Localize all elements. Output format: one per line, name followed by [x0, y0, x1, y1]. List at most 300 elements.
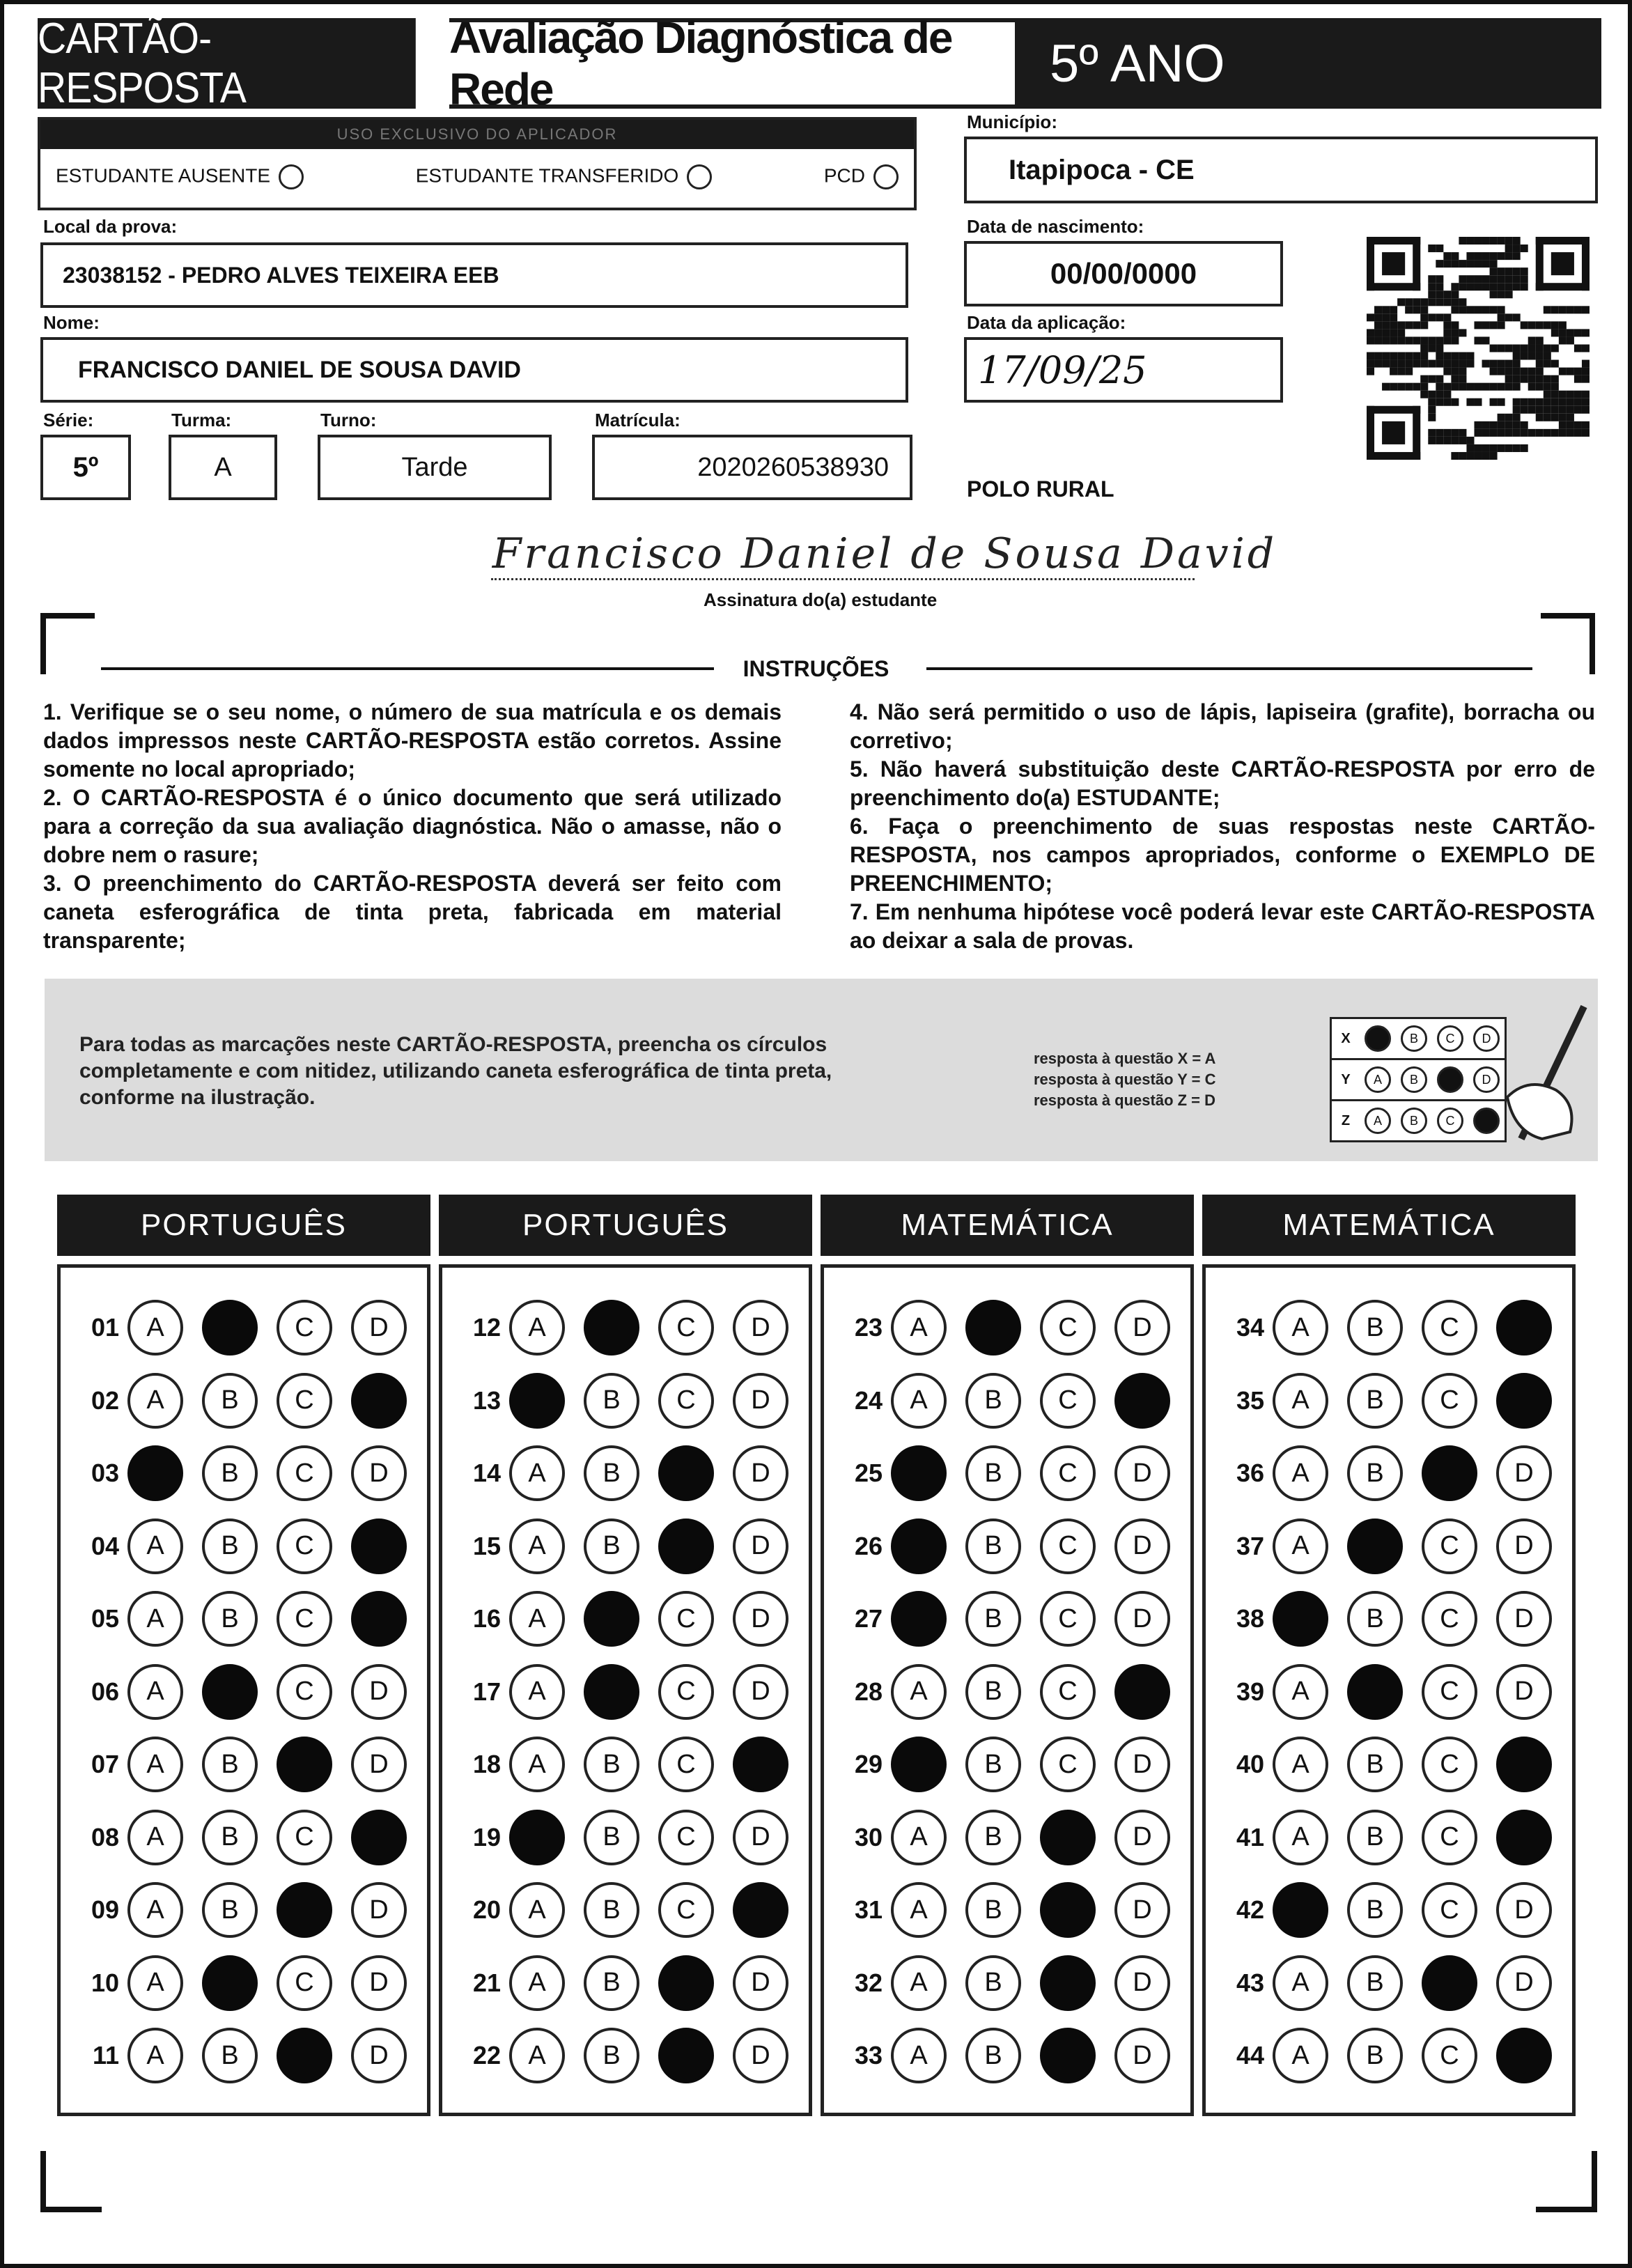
answer-bubble-a[interactable]: A — [891, 1300, 947, 1356]
municipio-label: Município: — [967, 111, 1057, 132]
answer-bubble-d[interactable] — [351, 1373, 407, 1429]
answer-bubble-b[interactable]: B — [1347, 2028, 1403, 2083]
answer-bubble-a[interactable]: A — [127, 1882, 183, 1938]
answer-bubble-a[interactable] — [891, 1519, 947, 1574]
question-row — [75, 1445, 426, 1501]
answer-bubble-b[interactable]: B — [1347, 1300, 1403, 1356]
signature-label: Assinatura do(a) estudante — [704, 589, 938, 610]
answer-bubble-a[interactable]: A — [127, 1373, 183, 1429]
answer-bubble-c[interactable] — [1040, 1810, 1096, 1865]
answer-bubble-b[interactable] — [584, 1300, 639, 1356]
answer-bubble-a[interactable]: A — [509, 1519, 565, 1574]
instruction-item: 3. O preenchimento do CARTÃO-RESPOSTA deverá ser feito com caneta esferográfica de tinta preta, fabricada em material transparente; — [43, 871, 782, 953]
answer-bubble-a[interactable] — [891, 1737, 947, 1792]
answer-bubble-b[interactable]: B — [965, 1882, 1021, 1938]
answer-bubble-d[interactable] — [1496, 2028, 1552, 2083]
answer-bubble-a[interactable]: A — [891, 1955, 947, 2011]
answer-bubble-b[interactable]: B — [1347, 1955, 1403, 2011]
example-row — [1332, 1101, 1505, 1140]
question-row — [838, 1955, 1189, 2011]
answer-bubble-a[interactable]: A — [891, 1664, 947, 1720]
qr-code — [1367, 237, 1590, 460]
answer-bubble-c[interactable]: C — [277, 1445, 332, 1501]
pcd-option[interactable] — [824, 164, 899, 189]
answer-bubble-d[interactable]: D — [1114, 2028, 1170, 2083]
example-bubble: B — [1401, 1066, 1427, 1093]
question-number: 11 — [92, 2041, 119, 2069]
answer-bubble-b[interactable]: B — [1347, 1591, 1403, 1647]
question-number: 33 — [854, 2041, 883, 2069]
example-keys — [1034, 1048, 1215, 1111]
question-number: 13 — [472, 1385, 501, 1415]
pcd-circle[interactable] — [873, 164, 899, 189]
answer-bubble-d[interactable]: D — [733, 1373, 788, 1429]
absent-option[interactable] — [56, 164, 304, 189]
answer-bubble-c[interactable]: C — [1422, 1737, 1477, 1792]
answer-bubble-b[interactable]: B — [584, 1519, 639, 1574]
question-row — [456, 1955, 807, 2011]
answer-bubble-d[interactable]: D — [1114, 1882, 1170, 1938]
question-number: 43 — [1236, 1968, 1264, 1997]
answer-bubble-b[interactable]: B — [1347, 1373, 1403, 1429]
answer-bubble-a[interactable]: A — [891, 1810, 947, 1865]
question-number: 21 — [472, 1968, 501, 1997]
answer-column — [1202, 1264, 1576, 2116]
question-row — [456, 1373, 807, 1429]
nascimento-label: Data de nascimento: — [967, 216, 1144, 237]
question-row — [1220, 1445, 1571, 1501]
answer-bubble-a[interactable]: A — [509, 1882, 565, 1938]
answer-bubble-d[interactable]: D — [1114, 1300, 1170, 1356]
answer-bubble-d[interactable] — [1114, 1664, 1170, 1720]
answer-bubble-a[interactable]: A — [1273, 1300, 1328, 1356]
answer-bubble-b[interactable] — [202, 1955, 258, 2011]
question-number: 15 — [472, 1531, 501, 1560]
answer-bubble-b[interactable]: B — [202, 1519, 258, 1574]
answer-bubble-b[interactable]: B — [965, 1519, 1021, 1574]
example-bubble: C — [1437, 1025, 1463, 1052]
corner-bottom-left — [40, 2151, 102, 2212]
evaluation-title: Avaliação Diagnóstica de Rede — [449, 18, 1015, 109]
answer-bubble-c[interactable]: C — [277, 1300, 332, 1356]
fill-example-banner — [45, 979, 1598, 1161]
answer-bubble-c[interactable]: C — [1422, 1810, 1477, 1865]
answer-bubble-b[interactable]: B — [584, 1737, 639, 1792]
answer-bubble-d[interactable]: D — [351, 1445, 407, 1501]
answer-bubble-a[interactable] — [891, 1445, 947, 1501]
question-row — [456, 2028, 807, 2083]
question-number: 09 — [91, 1895, 119, 1924]
answer-bubble-b[interactable] — [965, 1300, 1021, 1356]
question-row — [838, 1591, 1189, 1647]
answer-bubble-c[interactable]: C — [1422, 1300, 1477, 1356]
matricula-field: 2020260538930 — [592, 435, 912, 500]
question-row — [456, 1737, 807, 1792]
question-row — [1220, 1737, 1571, 1792]
answer-bubble-b[interactable]: B — [965, 1737, 1021, 1792]
answer-bubble-d[interactable] — [1496, 1300, 1552, 1356]
question-number: 29 — [854, 1750, 883, 1778]
answer-bubble-b[interactable]: B — [965, 1664, 1021, 1720]
answer-bubble-a[interactable]: A — [127, 1519, 183, 1574]
answer-bubble-c[interactable]: C — [1040, 1445, 1096, 1501]
example-text: Para todas as marcações neste CARTÃO-RESPOSTA, preencha os círculos completamente e com nitidez, utilizando caneta esferográfica de tinta preta, conforme na ilustração. — [79, 1033, 832, 1109]
turma-label: Turma: — [171, 410, 232, 430]
absent-circle[interactable] — [279, 164, 304, 189]
answer-bubble-a[interactable]: A — [891, 2028, 947, 2083]
answer-bubble-c[interactable]: C — [1040, 1300, 1096, 1356]
answer-bubble-a[interactable]: A — [1273, 1664, 1328, 1720]
answer-bubble-c[interactable]: C — [658, 1664, 714, 1720]
answer-bubble-b[interactable]: B — [584, 2028, 639, 2083]
example-bubble — [1437, 1066, 1463, 1093]
answer-bubble-d[interactable] — [351, 1810, 407, 1865]
transferred-circle[interactable] — [687, 164, 712, 189]
answer-bubble-d[interactable]: D — [1114, 1955, 1170, 2011]
answer-bubble-b[interactable] — [202, 1664, 258, 1720]
answer-bubble-a[interactable]: A — [891, 1373, 947, 1429]
grade-year: 5º ANO — [1015, 18, 1601, 109]
question-row — [1220, 1591, 1571, 1647]
answer-bubble-c[interactable] — [658, 2028, 714, 2083]
answer-bubble-a[interactable]: A — [1273, 2028, 1328, 2083]
answer-bubble-d[interactable]: D — [351, 1882, 407, 1938]
instruction-item: 6. Faça o preenchimento de suas respostas neste CARTÃO-RESPOSTA, nos campos apropriados, conforme o EXEMPLO DE PREENCHIMENTO; — [850, 814, 1595, 896]
answer-bubble-b[interactable] — [1347, 1664, 1403, 1720]
answer-bubble-c[interactable]: C — [1422, 1519, 1477, 1574]
answer-bubble-b[interactable]: B — [202, 1591, 258, 1647]
instructions-title: INSTRUÇÕES — [743, 656, 889, 681]
answer-bubble-b[interactable]: B — [584, 1955, 639, 2011]
question-number: 20 — [472, 1895, 501, 1924]
answer-bubble-d[interactable]: D — [351, 1300, 407, 1356]
answer-bubble-d[interactable]: D — [733, 1445, 788, 1501]
example-question-label: X — [1341, 1030, 1351, 1046]
answer-bubble-c[interactable]: C — [658, 1882, 714, 1938]
answer-bubble-d[interactable] — [1496, 1373, 1552, 1429]
turma-field: A — [169, 435, 277, 500]
applicator-box — [38, 117, 917, 210]
section-title: PORTUGUÊS — [439, 1195, 812, 1256]
question-row — [1220, 1810, 1571, 1865]
question-row — [75, 1300, 426, 1356]
example-bubble — [1365, 1025, 1391, 1052]
answer-bubble-b[interactable]: B — [1347, 1882, 1403, 1938]
answer-bubble-d[interactable]: D — [1114, 1519, 1170, 1574]
answer-bubble-c[interactable] — [658, 1445, 714, 1501]
answer-bubble-a[interactable]: A — [127, 1810, 183, 1865]
answer-bubble-b[interactable]: B — [202, 1373, 258, 1429]
answer-bubble-d[interactable]: D — [1114, 1810, 1170, 1865]
answer-bubble-a[interactable]: A — [509, 1955, 565, 2011]
answer-bubble-d[interactable]: D — [1496, 1955, 1552, 2011]
answer-bubble-b[interactable]: B — [965, 1810, 1021, 1865]
answer-bubble-a[interactable]: A — [509, 1445, 565, 1501]
example-bubble: A — [1365, 1066, 1391, 1093]
answer-bubble-b[interactable]: B — [202, 1882, 258, 1938]
answer-bubble-b[interactable] — [584, 1664, 639, 1720]
answer-bubble-c[interactable] — [277, 1882, 332, 1938]
answer-bubble-b[interactable]: B — [584, 1882, 639, 1938]
answer-bubble-c[interactable]: C — [1422, 1882, 1477, 1938]
answer-bubble-b[interactable]: B — [965, 1955, 1021, 2011]
answer-bubble-c[interactable]: C — [277, 1519, 332, 1574]
answer-bubble-c[interactable]: C — [1422, 2028, 1477, 2083]
answer-bubble-a[interactable]: A — [509, 1591, 565, 1647]
answer-bubble-d[interactable]: D — [1496, 1519, 1552, 1574]
answer-bubble-a[interactable] — [509, 1810, 565, 1865]
pen-hand-icon — [1500, 1000, 1598, 1146]
answer-bubble-d[interactable] — [351, 1519, 407, 1574]
answer-bubble-b[interactable]: B — [1347, 1445, 1403, 1501]
answer-bubble-b[interactable]: B — [584, 1810, 639, 1865]
question-row — [1220, 1955, 1571, 2011]
answer-bubble-c[interactable] — [1040, 1882, 1096, 1938]
answer-bubble-a[interactable]: A — [1273, 1810, 1328, 1865]
question-row — [838, 1882, 1189, 1938]
answer-bubble-a[interactable] — [891, 1591, 947, 1647]
answer-bubble-a[interactable]: A — [127, 2028, 183, 2083]
question-row — [75, 1882, 426, 1938]
answer-bubble-b[interactable] — [202, 1300, 258, 1356]
answer-bubble-d[interactable]: D — [1114, 1737, 1170, 1792]
instruction-item: 1. Verifique se o seu nome, o número de sua matrícula e os demais dados impressos neste CARTÃO-RESPOSTA estão corretos. Assine somente no local apropriado; — [43, 699, 782, 782]
example-question-label: Y — [1341, 1071, 1351, 1087]
answer-bubble-c[interactable]: C — [658, 1737, 714, 1792]
transferred-label: ESTUDANTE TRANSFERIDO — [415, 164, 679, 187]
answer-bubble-b[interactable]: B — [965, 1591, 1021, 1647]
question-number: 31 — [854, 1895, 883, 1924]
answer-bubble-d[interactable]: D — [351, 2028, 407, 2083]
answer-bubble-d[interactable] — [733, 1737, 788, 1792]
question-number: 10 — [91, 1968, 119, 1997]
instruction-item: 5. Não haverá substituição deste CARTÃO-RESPOSTA por erro de preenchimento do(a) ESTUDANTE; — [850, 756, 1595, 810]
answer-bubble-c[interactable] — [1040, 1955, 1096, 2011]
answer-bubble-b[interactable]: B — [202, 1810, 258, 1865]
answer-bubble-c[interactable]: C — [277, 1373, 332, 1429]
answer-bubble-c[interactable]: C — [1040, 1519, 1096, 1574]
answer-bubble-d[interactable]: D — [351, 1664, 407, 1720]
question-row — [75, 1664, 426, 1720]
question-number: 19 — [472, 1822, 501, 1851]
question-number: 08 — [91, 1822, 119, 1851]
answer-bubble-c[interactable]: C — [658, 1810, 714, 1865]
answer-bubble-d[interactable]: D — [733, 1810, 788, 1865]
answer-bubble-c[interactable] — [1422, 1445, 1477, 1501]
answer-bubble-b[interactable]: B — [202, 1445, 258, 1501]
answer-bubble-d[interactable]: D — [1496, 1664, 1552, 1720]
example-key: resposta à questão Z = D — [1034, 1092, 1216, 1109]
answer-bubble-b[interactable]: B — [584, 1373, 639, 1429]
transferred-option[interactable] — [416, 164, 713, 189]
question-row — [456, 1882, 807, 1938]
answer-bubble-a[interactable]: A — [509, 2028, 565, 2083]
answer-column — [821, 1264, 1194, 2116]
question-number: 22 — [472, 2041, 501, 2069]
answer-bubble-c[interactable]: C — [277, 1955, 332, 2011]
question-row — [75, 1519, 426, 1574]
answer-bubble-c[interactable]: C — [658, 1373, 714, 1429]
section-title: MATEMÁTICA — [821, 1195, 1194, 1256]
example-key: resposta à questão X = A — [1034, 1050, 1216, 1067]
answer-bubble-b[interactable]: B — [965, 1445, 1021, 1501]
instructions-rule-right — [926, 667, 1532, 670]
answer-bubble-b[interactable]: B — [202, 1737, 258, 1792]
question-row — [456, 1300, 807, 1356]
answer-bubble-a[interactable]: A — [1273, 1373, 1328, 1429]
answer-bubble-d[interactable]: D — [351, 1737, 407, 1792]
answer-bubble-d[interactable]: D — [733, 1664, 788, 1720]
question-row — [75, 2028, 426, 2083]
question-row — [75, 1591, 426, 1647]
local-label: Local da prova: — [43, 216, 178, 237]
section-title: PORTUGUÊS — [57, 1195, 430, 1256]
answer-bubble-d[interactable]: D — [733, 1955, 788, 2011]
serie-field: 5º — [40, 435, 131, 500]
question-row — [838, 1810, 1189, 1865]
answer-bubble-d[interactable]: D — [351, 1955, 407, 2011]
answer-bubble-a[interactable]: A — [509, 1737, 565, 1792]
answer-bubble-d[interactable]: D — [1114, 1591, 1170, 1647]
answer-bubble-a[interactable] — [1273, 1591, 1328, 1647]
answer-column — [57, 1264, 430, 2116]
answer-bubble-a[interactable]: A — [1273, 1519, 1328, 1574]
answer-bubble-c[interactable]: C — [658, 1591, 714, 1647]
question-number: 14 — [472, 1459, 501, 1487]
answer-bubble-d[interactable]: D — [1114, 1445, 1170, 1501]
answer-bubble-d[interactable]: D — [733, 1591, 788, 1647]
answer-bubble-c[interactable] — [658, 1519, 714, 1574]
example-bubble: B — [1401, 1108, 1427, 1134]
municipio-field: Itapipoca - CE — [964, 137, 1598, 203]
answer-bubble-a[interactable]: A — [1273, 1737, 1328, 1792]
instructions-left — [43, 698, 782, 955]
question-number: 18 — [472, 1750, 501, 1778]
question-number: 36 — [1236, 1459, 1264, 1487]
answer-bubble-b[interactable] — [584, 1591, 639, 1647]
question-row — [1220, 2028, 1571, 2083]
answer-bubble-d[interactable]: D — [1496, 1591, 1552, 1647]
signature-handwritten: Francisco Daniel de Sousa David — [492, 529, 1277, 578]
answer-bubble-b[interactable]: B — [965, 1373, 1021, 1429]
question-number: 35 — [1236, 1385, 1264, 1415]
answer-bubble-d[interactable] — [1496, 1737, 1552, 1792]
example-bubble: D — [1473, 1066, 1500, 1093]
example-grid — [1330, 1017, 1507, 1142]
answer-bubble-a[interactable]: A — [127, 1737, 183, 1792]
question-row — [838, 1373, 1189, 1429]
answer-bubble-b[interactable]: B — [1347, 1737, 1403, 1792]
question-number: 38 — [1236, 1604, 1264, 1633]
answer-bubble-c[interactable]: C — [277, 1810, 332, 1865]
answer-bubble-a[interactable]: A — [127, 1591, 183, 1647]
turno-label: Turno: — [320, 410, 377, 430]
answer-bubble-c[interactable]: C — [1422, 1664, 1477, 1720]
answer-column — [439, 1264, 812, 2116]
answer-bubble-b[interactable] — [1347, 1519, 1403, 1574]
answer-bubble-b[interactable]: B — [202, 2028, 258, 2083]
answer-bubble-a[interactable]: A — [1273, 1955, 1328, 2011]
question-row — [75, 1373, 426, 1429]
answer-bubble-a[interactable]: A — [1273, 1445, 1328, 1501]
question-number: 44 — [1236, 2041, 1264, 2069]
instruction-item: 4. Não será permitido o uso de lápis, lapiseira (grafite), borracha ou corretivo; — [850, 699, 1595, 753]
answer-bubble-c[interactable] — [1422, 1955, 1477, 2011]
question-number: 42 — [1236, 1895, 1264, 1924]
example-row — [1332, 1060, 1505, 1101]
example-bubble: C — [1437, 1108, 1463, 1134]
question-number: 06 — [91, 1677, 119, 1706]
answer-bubble-b[interactable]: B — [584, 1445, 639, 1501]
example-bubble — [1473, 1108, 1500, 1134]
question-row — [838, 2028, 1189, 2083]
answer-bubble-c[interactable] — [1040, 2028, 1096, 2083]
signature-line — [491, 578, 1195, 580]
answer-bubble-a[interactable]: A — [127, 1300, 183, 1356]
answer-bubble-d[interactable]: D — [1496, 1445, 1552, 1501]
answer-bubble-c[interactable]: C — [658, 1300, 714, 1356]
answer-bubble-d[interactable] — [1496, 1810, 1552, 1865]
question-number: 04 — [91, 1531, 119, 1560]
answer-bubble-d[interactable] — [1114, 1373, 1170, 1429]
answer-bubble-b[interactable]: B — [1347, 1810, 1403, 1865]
question-row — [838, 1300, 1189, 1356]
answer-bubble-d[interactable]: D — [733, 1519, 788, 1574]
answer-bubble-c[interactable]: C — [277, 1591, 332, 1647]
question-row — [838, 1664, 1189, 1720]
answer-bubble-a[interactable]: A — [127, 1955, 183, 2011]
answer-bubble-c[interactable] — [277, 1737, 332, 1792]
answer-bubble-a[interactable] — [509, 1373, 565, 1429]
answer-bubble-a[interactable] — [127, 1445, 183, 1501]
answer-bubble-c[interactable]: C — [1040, 1591, 1096, 1647]
question-number: 40 — [1236, 1750, 1264, 1778]
question-row — [456, 1810, 807, 1865]
corner-bottom-right — [1536, 2151, 1597, 2212]
answer-bubble-a[interactable]: A — [509, 1664, 565, 1720]
answer-bubble-a[interactable]: A — [127, 1664, 183, 1720]
answer-bubble-c[interactable]: C — [277, 1664, 332, 1720]
answer-bubble-c[interactable] — [658, 1955, 714, 2011]
question-number: 27 — [854, 1604, 883, 1633]
answer-bubble-c[interactable]: C — [1040, 1737, 1096, 1792]
answer-bubble-b[interactable]: B — [965, 2028, 1021, 2083]
question-row — [75, 1955, 426, 2011]
nascimento-field: 00/00/0000 — [964, 241, 1283, 306]
answer-bubble-c[interactable]: C — [1422, 1591, 1477, 1647]
answer-bubble-d[interactable]: D — [733, 1300, 788, 1356]
polo-label: POLO RURAL — [967, 476, 1114, 502]
answer-bubble-d[interactable] — [733, 1882, 788, 1938]
example-question-label: Z — [1341, 1112, 1351, 1128]
answer-bubble-d[interactable]: D — [1496, 1882, 1552, 1938]
question-row — [838, 1445, 1189, 1501]
question-row — [1220, 1664, 1571, 1720]
answer-bubble-d[interactable]: D — [733, 2028, 788, 2083]
answer-bubble-a[interactable]: A — [509, 1300, 565, 1356]
answer-bubble-c[interactable] — [277, 2028, 332, 2083]
answer-bubble-c[interactable]: C — [1040, 1373, 1096, 1429]
question-number: 05 — [91, 1604, 119, 1633]
applicator-bar: USO EXCLUSIVO DO APLICADOR — [40, 120, 914, 149]
answer-bubble-c[interactable]: C — [1422, 1373, 1477, 1429]
question-number: 16 — [472, 1604, 501, 1633]
answer-bubble-d[interactable] — [351, 1591, 407, 1647]
card-title: CARTÃO-RESPOSTA — [38, 18, 416, 109]
answer-bubble-a[interactable]: A — [891, 1882, 947, 1938]
answer-bubble-a[interactable] — [1273, 1882, 1328, 1938]
answer-bubble-c[interactable]: C — [1040, 1664, 1096, 1720]
